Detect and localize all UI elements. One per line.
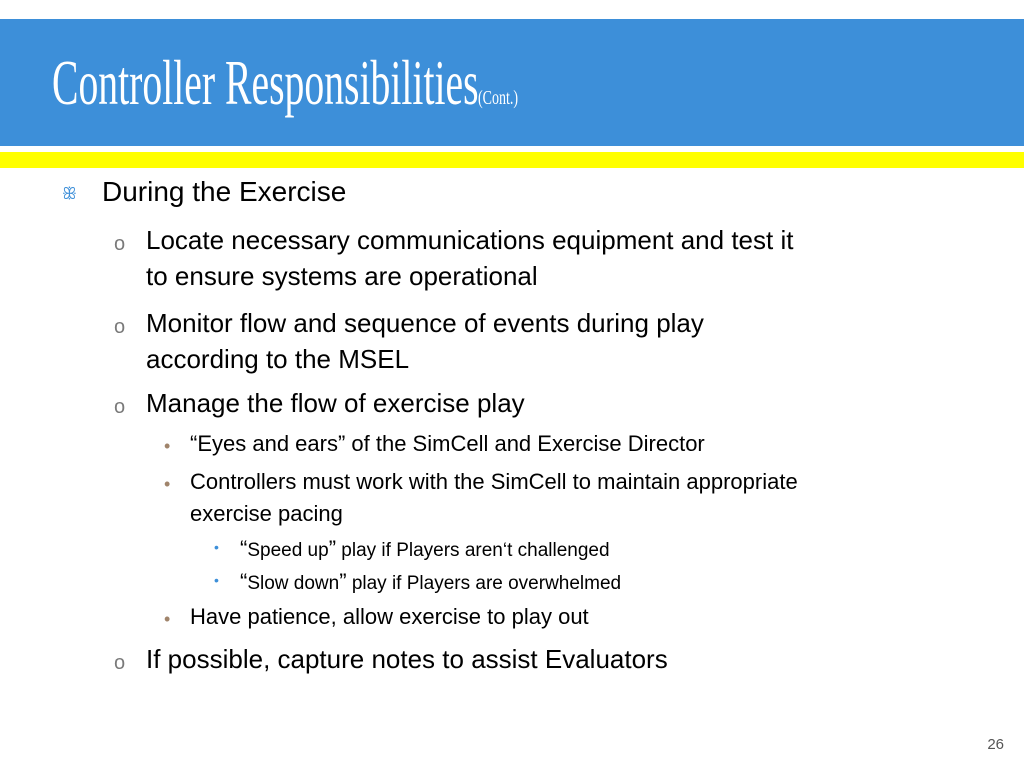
circle-bullet-icon: o [114, 652, 126, 674]
slide-title: Controller Responsibilities(Cont.) [52, 47, 519, 118]
circle-bullet-icon: o [114, 396, 126, 418]
dot-bullet-icon: • [164, 436, 171, 456]
dot-bullet-icon: • [164, 609, 171, 629]
title-suffix: (Cont.) [477, 87, 519, 109]
dot-bullet-icon: • [214, 572, 219, 588]
page-number: 26 [987, 736, 1004, 753]
circle-bullet-icon: o [114, 233, 126, 255]
dot-bullet-icon: • [214, 539, 219, 555]
yellow-divider [0, 152, 1024, 168]
scroll-bullet-icon: ꕥ [62, 186, 77, 203]
dot-bullet-icon: • [164, 474, 171, 494]
circle-bullet-icon: o [114, 316, 126, 338]
